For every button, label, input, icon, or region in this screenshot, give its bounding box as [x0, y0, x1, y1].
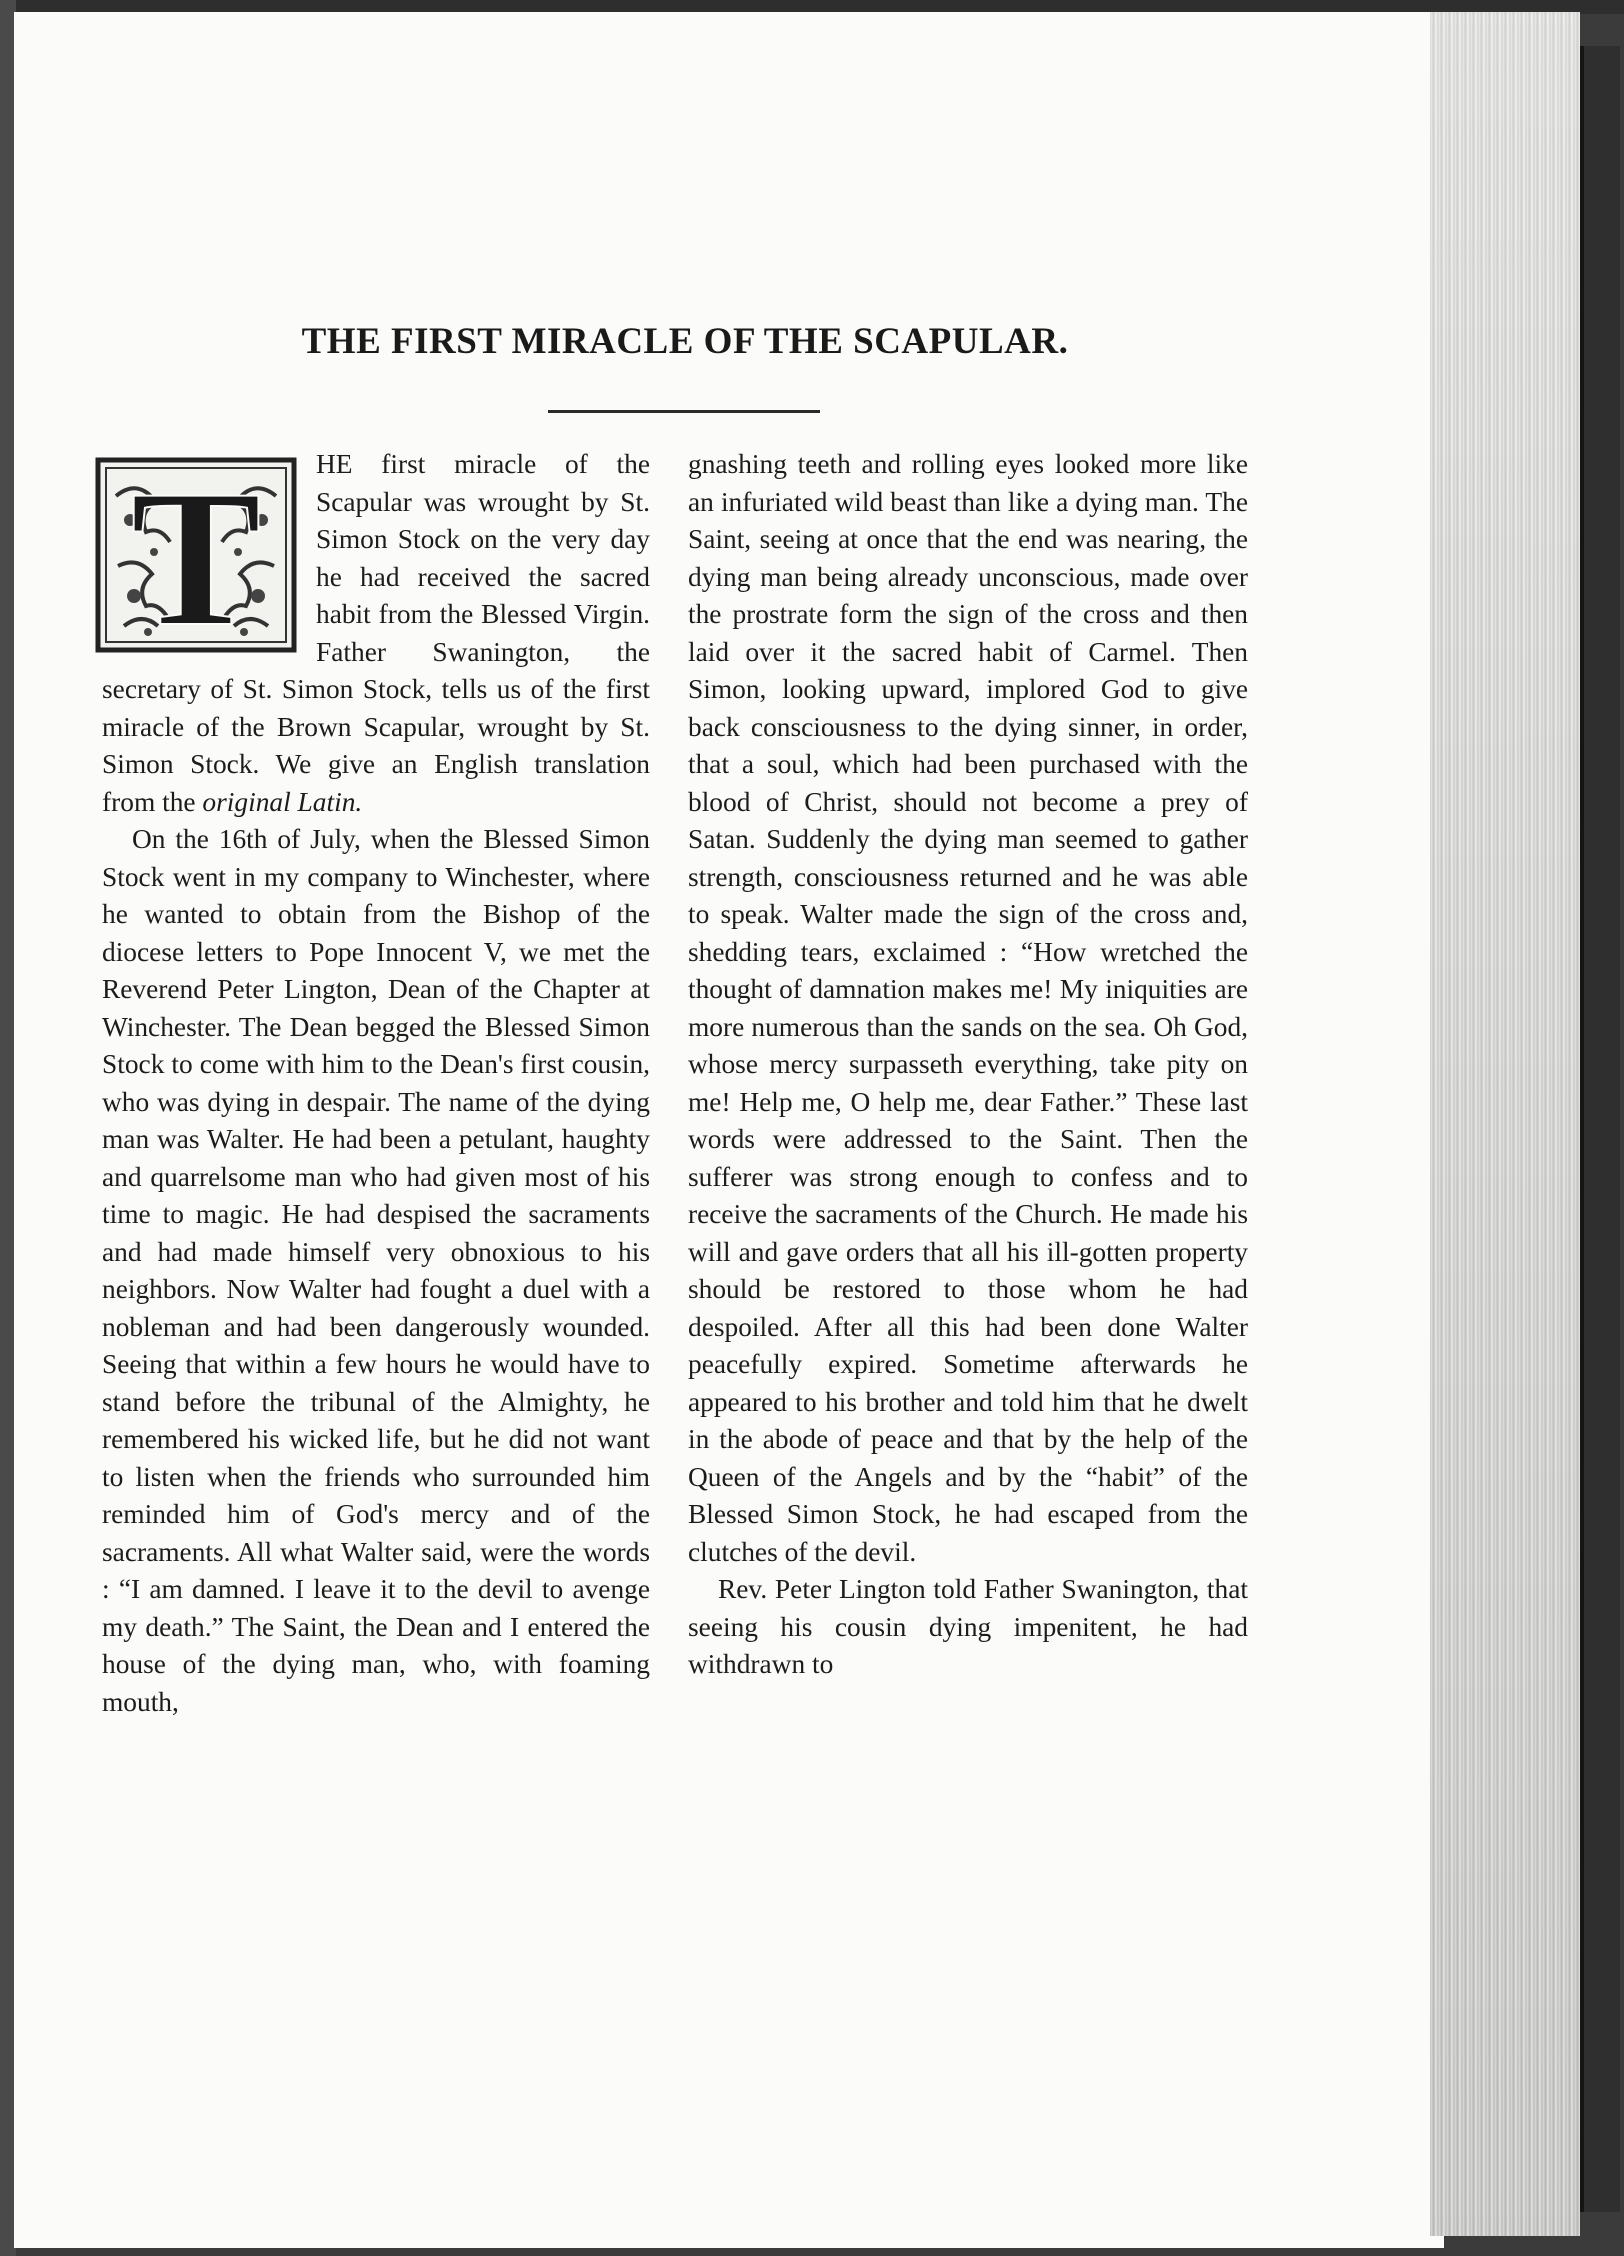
title-divider [548, 410, 820, 413]
intro-italic-text: original Latin. [202, 786, 363, 817]
narrative-continuation: gnashing teeth and rolling eyes looked more like an infuriated wild beast than like a dying man. The Saint, seeing at once that the end was nearing, the dying man being already unconscious, made over the prostrate form the sign of the cross and then laid over it the sacred habit of Carmel. Then Simon, looking upward, implored God to give back consciousness to the dying sinner, in order, that a soul, which had been purchased with the blood of Christ, should not become a prey of Satan. Suddenly the dying man seemed to gather strength, consciousness returned and he was able to speak. Walter made the sign of the cross and, shedding tears, exclaimed : “How wretched the thought of damnation makes me! My iniquities are more numerous than the sands on the sea. Oh God, whose mercy surpasseth everything, take pity on me! Help me, O help me, dear Father.” These last words were addressed to the Saint. Then the sufferer was strong enough to confess and to receive the sacraments of the Church. He made his will and gave orders that all his ill-gotten property should be restored to those whom he had despoiled. After all this had been done Walter peacefully expired. Sometime afterwards he appeared to his brother and told him that he dwelt in the abode of peace and that by the help of the Queen of the Angels and by the “habit” of the Blessed Simon Stock, he had escaped from the clutches of the devil. [688, 449, 1248, 1567]
narrative-paragraph-1: On the 16th of July, when the Blessed Simon Stock went in my company to Winchester, where he wanted to obtain from the Bishop of the diocese letters to Pope Innocent V, we met the Reverend Peter Lington, Dean of the Chapter at Winchester. The Dean begged the Blessed Simon Stock to come with him to the Dean's first cousin, who was dying in despair. The name of the dying man was Walter. He had been a petulant, haughty and quarrelsome man who had given most of his time to magic. He had despised the sacraments and had made himself very obnoxious to his neighbors. Now Walter had fought a duel with a nobleman and had been dangerously wounded. Seeing that within a few hours he would have to stand before the tribunal of the Almighty, he remembered his wicked life, but he did not want to listen when the friends who surrounded him reminded him of God's mercy and of the sacraments. All what Walter said, were the words : “I am damned. I leave it to the devil to avenge my death.” The Saint, the Dean and I entered the house of the dying man, who, with foaming mouth, [102, 824, 650, 1717]
intro-text: HE first miracle of the Scapular was wrought by St. Simon Stock on the very day he had received the sacred habit from the Blessed Virgin. Father Swanington, the secretary of St. Simon Stock, tells us of the first miracle of the Brown Scapular, wrought by St. Simon Stock. We give an English translation from the [102, 449, 650, 817]
narrative-paragraph-2: Rev. Peter Lington told Father Swanington, that seeing his cousin dying impenitent, he had withdrawn to [688, 1574, 1248, 1679]
left-column [102, 446, 650, 1721]
ornamental-initial-icon [94, 456, 298, 654]
right-column [688, 446, 1248, 1684]
book-cover-edge [1580, 46, 1620, 2212]
intro-paragraph [102, 446, 650, 821]
page-edges [1430, 12, 1580, 2236]
drop-cap-letter: T [130, 456, 262, 654]
article-title: THE FIRST MIRACLE OF THE SCAPULAR. [301, 321, 1069, 362]
